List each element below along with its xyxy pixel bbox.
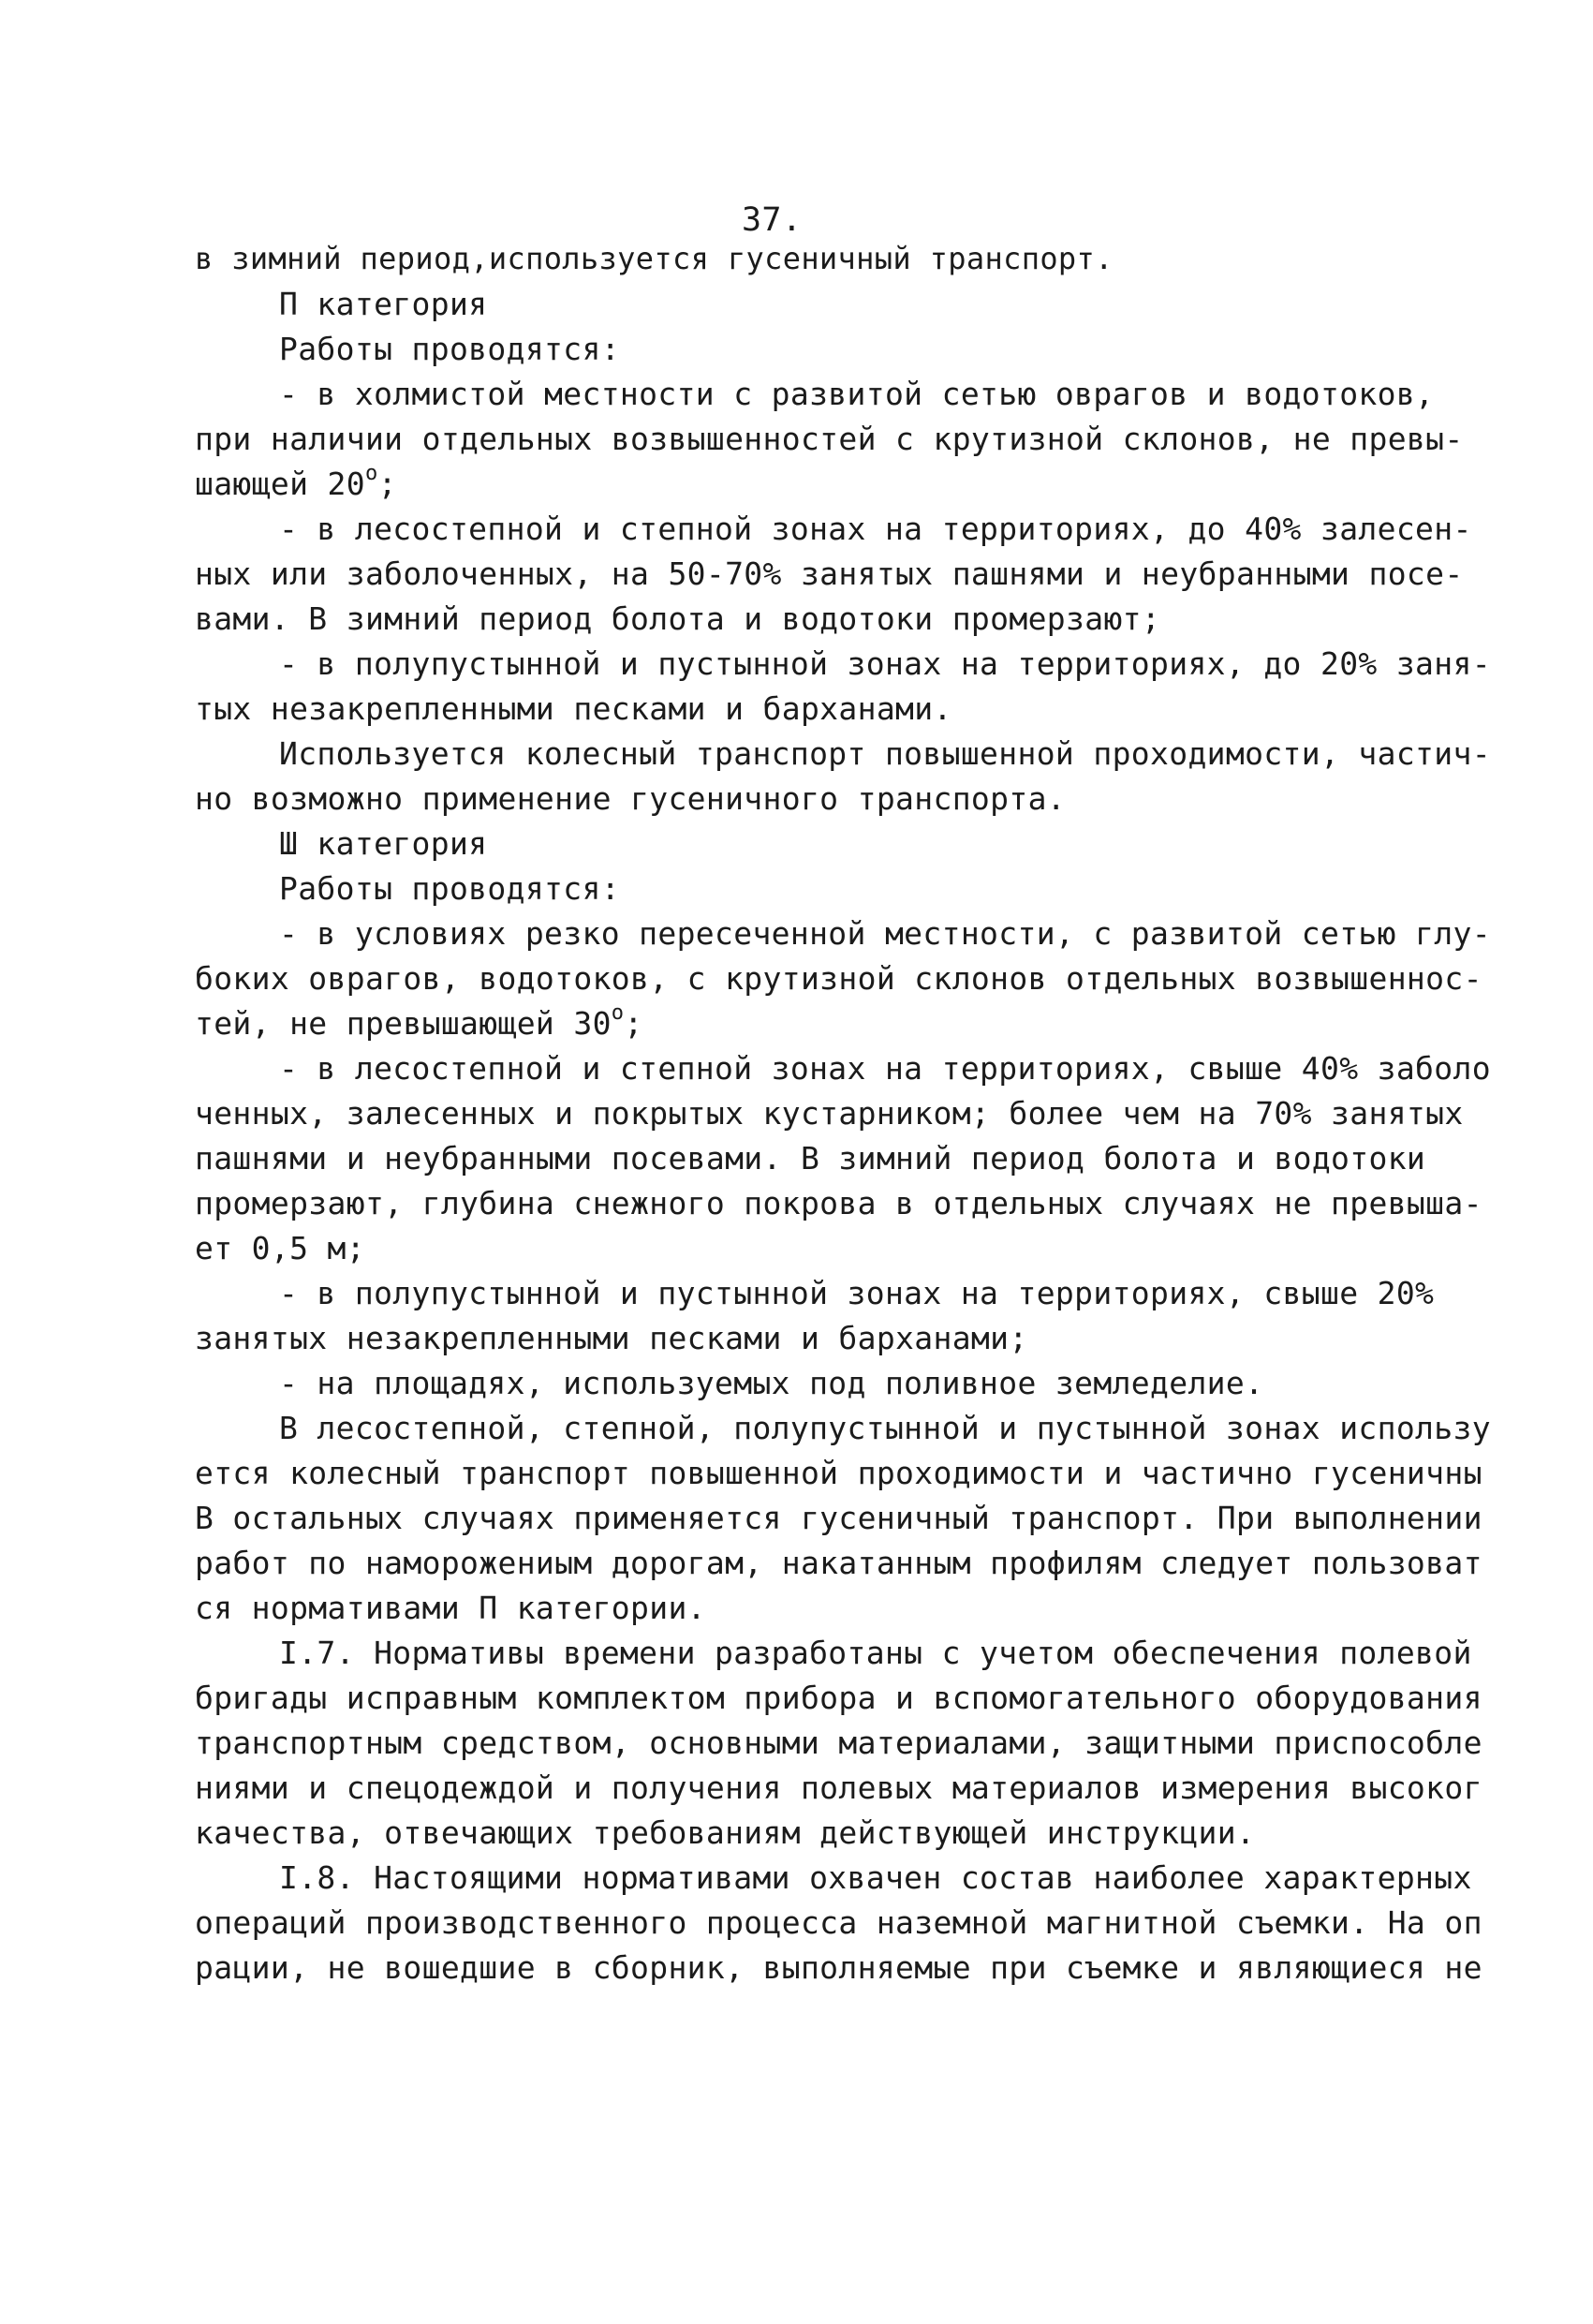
text-line (195, 1001, 643, 1042)
degree-value: тей, не превышающей 30 (195, 1005, 612, 1042)
text-line: I.7. Нормативы времени разработаны с учетом обеспечения полевой (279, 1635, 1472, 1671)
text-line: но возможно применение гусеничного транспорта. (195, 780, 1067, 817)
text-line: - в холмистой местности с развитой сетью оврагов и водотоков, (279, 376, 1435, 412)
text-line: ет 0,5 м; (195, 1230, 365, 1266)
text-line: В остальных случаях применяется гусеничный транспорт. При выполнении (195, 1500, 1482, 1536)
page-number: 37. (742, 201, 803, 239)
text-line: Используется колесный транспорт повышенной проходимости, частич- (279, 735, 1491, 772)
text-line: вами. В зимний период болота и водотоки промерзают; (195, 600, 1161, 637)
text-line: боких оврагов, водотоков, с крутизной склонов отдельных возвышеннос- (195, 960, 1482, 997)
text-line: тых незакрепленными песками и барханами. (195, 690, 952, 727)
text-line: - в полупустынной и пустынной зонах на территориях, до 20% заня- (279, 645, 1491, 682)
degree-mark: o (611, 1001, 625, 1025)
text-line: - в лесостепной и степной зонах на территориях, до 40% залесен- (279, 511, 1472, 547)
text-line: ниями и спецодеждой и получения полевых материалов измерения высоког (195, 1769, 1482, 1806)
text-line: операций производственного процесса наземной магнитной съемки. На оп (195, 1904, 1482, 1941)
degree-suffix: ; (624, 1005, 643, 1042)
text-line: Работы проводятся: (279, 870, 620, 907)
text-line: ных или заболоченных, на 50-70% занятых пашнями и неубранными посе- (195, 555, 1464, 592)
text-line: П категория (279, 286, 488, 322)
text-line: в зимний период,используется гусеничный транспорт. (195, 241, 1114, 276)
text-line: Работы проводятся: (279, 331, 620, 367)
text-line: В лесостепной, степной, полупустынной и пустынной зонах использу (279, 1410, 1491, 1446)
text-line: занятых незакрепленными песками и барханами; (195, 1320, 1028, 1356)
text-line: пашнями и неубранными посевами. В зимний период болота и водотоки (195, 1140, 1426, 1177)
degree-suffix: ; (377, 466, 397, 502)
text-line: - в полупустынной и пустынной зонах на территориях, свыше 20% (279, 1275, 1435, 1311)
text-line: при наличии отдельных возвышенностей с крутизной склонов, не превы- (195, 421, 1464, 457)
text-line: - на площадях, используемых под поливное земледелие. (279, 1365, 1264, 1401)
text-line: бригады исправным комплектом прибора и вспомогательного оборудования (195, 1680, 1482, 1716)
text-line: качества, отвечающих требованиям действующей инструкции. (195, 1814, 1256, 1851)
degree-value: шающей 20 (195, 466, 365, 502)
text-line: ченных, залесенных и покрытых кустарником; более чем на 70% занятых (195, 1095, 1464, 1132)
text-line: ся нормативами П категории. (195, 1590, 706, 1626)
text-line: промерзают, глубина снежного покрова в отдельных случаях не превыша- (195, 1185, 1482, 1221)
text-line: транспортным средством, основными материалами, защитными приспособле (195, 1724, 1482, 1761)
text-line: Ш категория (279, 825, 488, 862)
text-line: - в лесостепной и степной зонах на территориях, свыше 40% заболо (279, 1050, 1491, 1087)
text-line: I.8. Настоящими нормативами охвачен состав наиболее характерных (279, 1859, 1472, 1896)
text-line: работ по наморожениым дорогам, накатанным профилям следует пользоват (195, 1545, 1482, 1581)
text-line: - в условиях резко пересеченной местности, с развитой сетью глу- (279, 915, 1491, 952)
degree-mark: o (364, 462, 378, 485)
text-line: рации, не вошедшие в сборник, выполняемые при съемке и являющиеся не (195, 1949, 1482, 1986)
text-line (195, 462, 397, 502)
text-line: ется колесный транспорт повышенной проходимости и частично гусеничны (195, 1455, 1482, 1491)
